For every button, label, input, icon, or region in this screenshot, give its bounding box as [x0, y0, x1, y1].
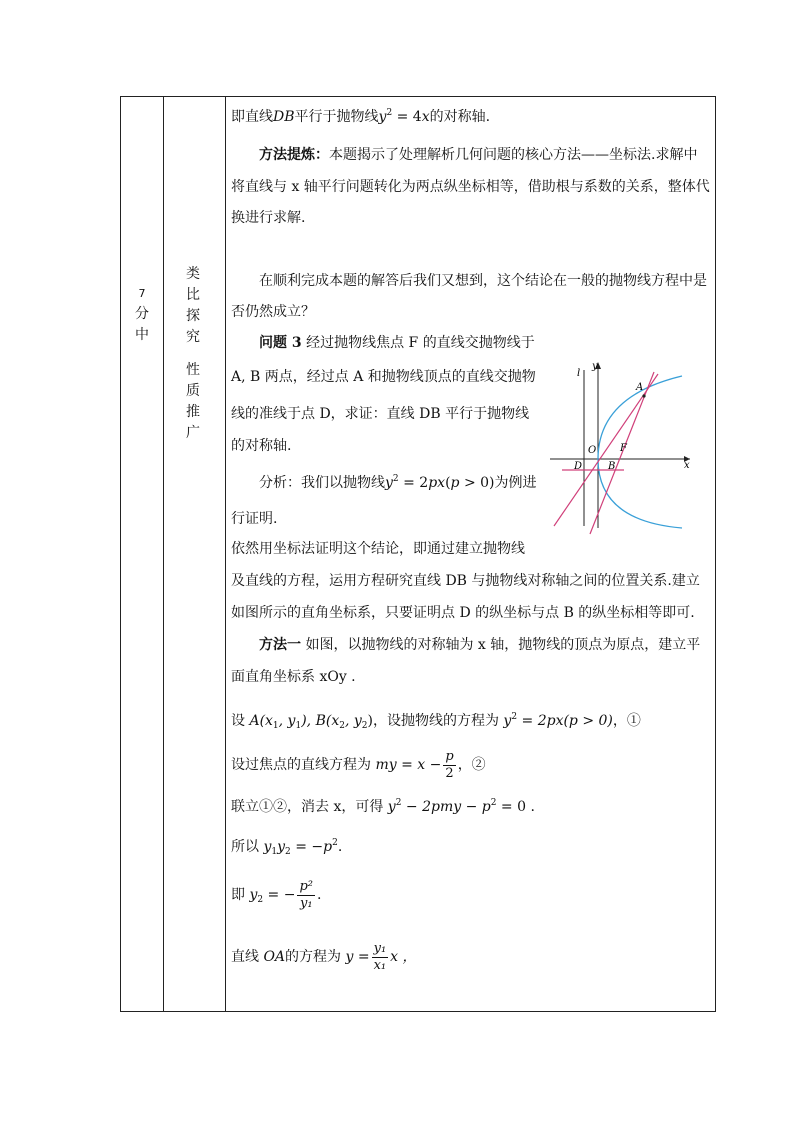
- text: 如图，以抛物线的对称轴为 x 轴，抛物线的顶点为原点，建立平: [301, 637, 701, 653]
- text: 本题揭示了处理解析几何问题的核心方法——坐标法.求解中: [329, 147, 698, 163]
- stage-char: 推: [186, 404, 200, 420]
- text-line: 行证明.: [231, 511, 278, 527]
- product-line: [231, 837, 342, 857]
- math: = 2: [398, 475, 429, 491]
- fraction: [443, 749, 455, 782]
- math: = x −: [396, 757, 442, 773]
- lesson-content: [231, 97, 709, 1011]
- text-line: 否仍然成立？: [231, 304, 315, 320]
- math: = 2px(p > 0): [517, 713, 613, 729]
- text-line: 如图所示的直角坐标系，只要证明点 D 的纵坐标与点 B 的纵坐标相等即可.: [231, 605, 695, 621]
- math: (: [445, 475, 451, 491]
- text: 的对称轴.: [429, 109, 491, 125]
- text: ，①: [612, 713, 641, 729]
- denominator: x₁: [373, 957, 387, 973]
- question-3: [231, 333, 535, 353]
- text: 设: [231, 713, 250, 729]
- numerator: y₁: [373, 940, 387, 956]
- stage-column: [163, 97, 223, 1011]
- numerator: p²: [299, 878, 314, 894]
- text-line: 换进行求解.: [231, 210, 306, 226]
- stage-char: 广: [186, 425, 200, 441]
- stage-char: 究: [186, 329, 200, 345]
- math: 2: [332, 838, 338, 848]
- math: x: [421, 109, 430, 125]
- math: 2: [392, 474, 399, 484]
- text: 即: [231, 887, 250, 903]
- label-b: B: [608, 461, 616, 472]
- stage-char: 比: [186, 287, 200, 303]
- math: x ，: [390, 949, 417, 965]
- math: px: [428, 475, 446, 491]
- label-d: D: [574, 461, 583, 472]
- text: ，设抛物线的方程为: [372, 713, 504, 729]
- math: 1: [271, 847, 278, 857]
- math: 2: [339, 721, 345, 731]
- math: y: [385, 475, 393, 491]
- fraction: [372, 941, 389, 974]
- stage-char: 质: [186, 383, 200, 399]
- math: y: [263, 839, 272, 855]
- text: 经过抛物线焦点 F 的直线交抛物线于: [301, 335, 535, 351]
- math: y =: [345, 949, 370, 965]
- math: y: [378, 109, 387, 125]
- math: y: [503, 713, 512, 729]
- math: = 0 .: [496, 799, 535, 815]
- math: A(x: [249, 713, 273, 729]
- stage-char: 探: [186, 308, 200, 324]
- text-line: 在顺利完成本题的解答后我们又想到，这个结论在一般的抛物线方程中是: [259, 273, 707, 289]
- label-o: O: [588, 445, 597, 456]
- text: ，②: [457, 757, 486, 773]
- text-line: 及直线的方程，运用方程研究直线 DB 与抛物线对称轴之间的位置关系.建立: [231, 573, 700, 589]
- text-line: A, B 两点，经过点 A 和抛物线顶点的直线交抛物: [231, 369, 536, 385]
- time-char: 7: [138, 287, 146, 300]
- text: 平行于抛物线: [294, 109, 379, 125]
- setup-line: [231, 711, 641, 731]
- focus-line-equation: [231, 747, 486, 783]
- denominator: y₁: [299, 895, 313, 911]
- label: 方法提炼：: [259, 147, 329, 163]
- math: , y: [344, 713, 362, 729]
- time-column: [121, 97, 163, 1011]
- math: − 2pmy − p: [401, 799, 491, 815]
- column-divider: [225, 97, 226, 1011]
- time-char: 分: [135, 306, 149, 322]
- text: 的方程为: [285, 949, 346, 965]
- math: 1: [272, 721, 279, 731]
- stage-char: 类: [186, 266, 200, 282]
- text: 即直线: [231, 109, 273, 125]
- math: ): [367, 713, 373, 729]
- point-a: [642, 394, 645, 397]
- stage-label: [163, 264, 223, 444]
- oa-line: [231, 935, 417, 979]
- math: = 4: [392, 109, 422, 125]
- math: = −p: [290, 839, 333, 855]
- math: 2: [257, 895, 264, 905]
- label-y: y: [592, 361, 598, 372]
- text: 联立①②，消去 x，可得: [231, 799, 388, 815]
- method-one: [231, 635, 700, 655]
- math: 2: [511, 712, 518, 722]
- math: 2: [490, 798, 497, 808]
- math: 2: [361, 721, 368, 731]
- line-through-focus: [554, 374, 658, 526]
- math: my: [375, 757, 397, 773]
- label-f: F: [620, 443, 627, 454]
- label-a: A: [636, 382, 644, 393]
- text-line: 的对称轴.: [231, 438, 292, 454]
- text-line: 线的准线于点 D，求证：直线 DB 平行于抛物线: [231, 406, 530, 422]
- label-x: x: [684, 460, 690, 471]
- numerator: p: [445, 748, 454, 764]
- math: = −: [263, 887, 296, 903]
- math: 2: [386, 108, 393, 118]
- parabola-figure: [540, 356, 700, 536]
- math: y: [277, 839, 286, 855]
- math: p: [450, 475, 460, 491]
- math: 2: [395, 798, 402, 808]
- time-char: 中: [135, 327, 149, 343]
- analysis-line: [231, 473, 537, 493]
- conclusion-line: [231, 107, 490, 127]
- text-line: 面直角坐标系 xOy .: [231, 669, 356, 685]
- math: DB: [273, 109, 295, 125]
- math: , y: [278, 713, 296, 729]
- parabola-curve: [598, 376, 682, 528]
- text: 设过焦点的直线方程为: [231, 757, 376, 773]
- fraction: [297, 879, 315, 912]
- denominator: 2: [445, 765, 454, 781]
- math: > 0): [459, 475, 495, 491]
- text: 分析：我们以抛物线: [259, 475, 385, 491]
- lesson-table: [120, 96, 716, 1012]
- combine-line: [231, 797, 535, 817]
- time-label: [121, 283, 163, 346]
- text: 直线: [231, 949, 264, 965]
- y2-line: [231, 873, 321, 917]
- text-line: 将直线与 x 轴平行问题转化为两点纵坐标相等，借助根与系数的关系，整体代: [231, 179, 710, 195]
- math: OA: [263, 949, 286, 965]
- label-l: l: [577, 368, 581, 379]
- math: ), B(x: [301, 713, 340, 729]
- text-line: 依然用坐标法证明这个结论，即通过建立抛物线: [231, 541, 525, 557]
- math: 2: [285, 847, 291, 857]
- label: 方法一: [259, 637, 301, 653]
- text: 所以: [231, 839, 264, 855]
- method-summary: [231, 145, 697, 165]
- math: 1: [295, 721, 302, 731]
- text: 为例进: [494, 475, 537, 491]
- math: .: [337, 839, 343, 855]
- math: .: [317, 887, 322, 903]
- stage-char: 性: [186, 362, 200, 378]
- label: 问题 3: [259, 335, 302, 351]
- math: y: [249, 887, 258, 903]
- math: y: [387, 799, 396, 815]
